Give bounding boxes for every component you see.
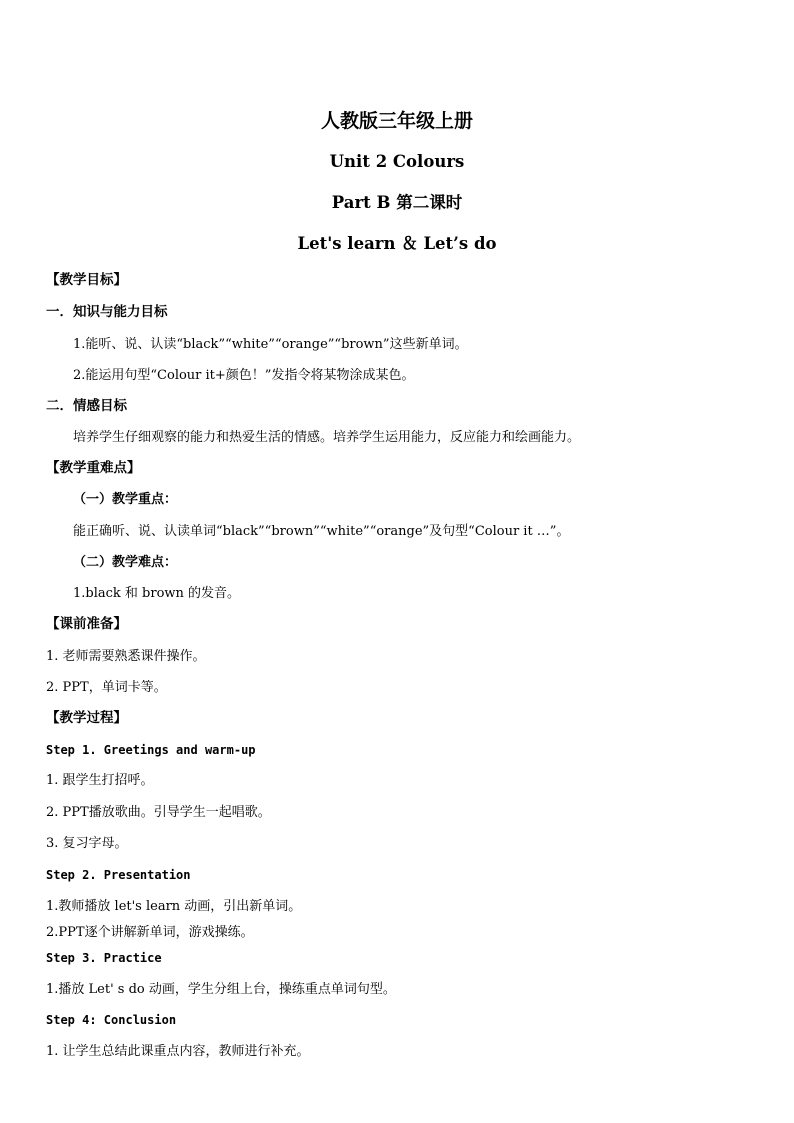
step-1-item-1: 1. 跟学生打招呼。 xyxy=(46,773,154,788)
key-text: 能正确听、说、认读单词“black”“brown”“white”“orange”及句型“Colour it …”。 xyxy=(73,524,570,539)
step-3-item-1: 1.播放 Let' s do 动画，学生分组上台，操练重点单词句型。 xyxy=(46,982,396,997)
step-4-heading: Step 4: Conclusion xyxy=(46,1013,177,1027)
step-4-item-1: 1. 让学生总结此课重点内容，教师进行补充。 xyxy=(46,1044,310,1059)
emotion-heading: 二．情感目标 xyxy=(46,398,127,414)
prep-heading: 【课前准备】 xyxy=(46,616,127,632)
step-1-item-2: 2. PPT播放歌曲。引导学生一起唱歌。 xyxy=(46,805,271,820)
prep-item-2: 2. PPT，单词卡等。 xyxy=(46,680,167,695)
process-heading: 【教学过程】 xyxy=(46,710,127,726)
objective-item-1: 1.能听、说、认读“black”“white”“orange”“brown”这些新单词。 xyxy=(73,337,468,352)
prep-item-1: 1. 老师需要熟悉课件操作。 xyxy=(46,649,206,664)
difficulty-heading: （二）教学难点： xyxy=(73,555,178,570)
step-2-item-2: 2.PPT逐个讲解新单词，游戏操练。 xyxy=(46,925,254,940)
step-2-heading: Step 2. Presentation xyxy=(46,868,191,882)
unit-title: Unit 2 Colours xyxy=(329,152,465,171)
knowledge-heading: 一．知识与能力目标 xyxy=(46,304,168,320)
part-title: Part B 第二课时 xyxy=(331,193,463,212)
step-1-item-3: 3. 复习字母。 xyxy=(46,836,128,851)
step-2-item-1: 1.教师播放 let's learn 动画，引出新单词。 xyxy=(46,899,302,914)
key-points-heading: 【教学重难点】 xyxy=(46,460,141,476)
key-heading: （一）教学重点： xyxy=(73,492,178,507)
objective-item-2: 2.能运用句型“Colour it+颜色！”发指令将某物涂成某色。 xyxy=(73,368,415,383)
objectives-heading: 【教学目标】 xyxy=(46,272,127,288)
difficulty-text: 1.black 和 brown 的发音。 xyxy=(73,586,241,601)
lesson-title: Let's learn ＆ Let’s do xyxy=(297,234,497,253)
step-1-heading: Step 1. Greetings and warm-up xyxy=(46,743,256,757)
step-3-heading: Step 3. Practice xyxy=(46,951,162,965)
emotion-item: 培养学生仔细观察的能力和热爱生活的情感。培养学生运用能力，反应能力和绘画能力。 xyxy=(73,430,581,445)
doc-title: 人教版三年级上册 xyxy=(320,110,473,132)
